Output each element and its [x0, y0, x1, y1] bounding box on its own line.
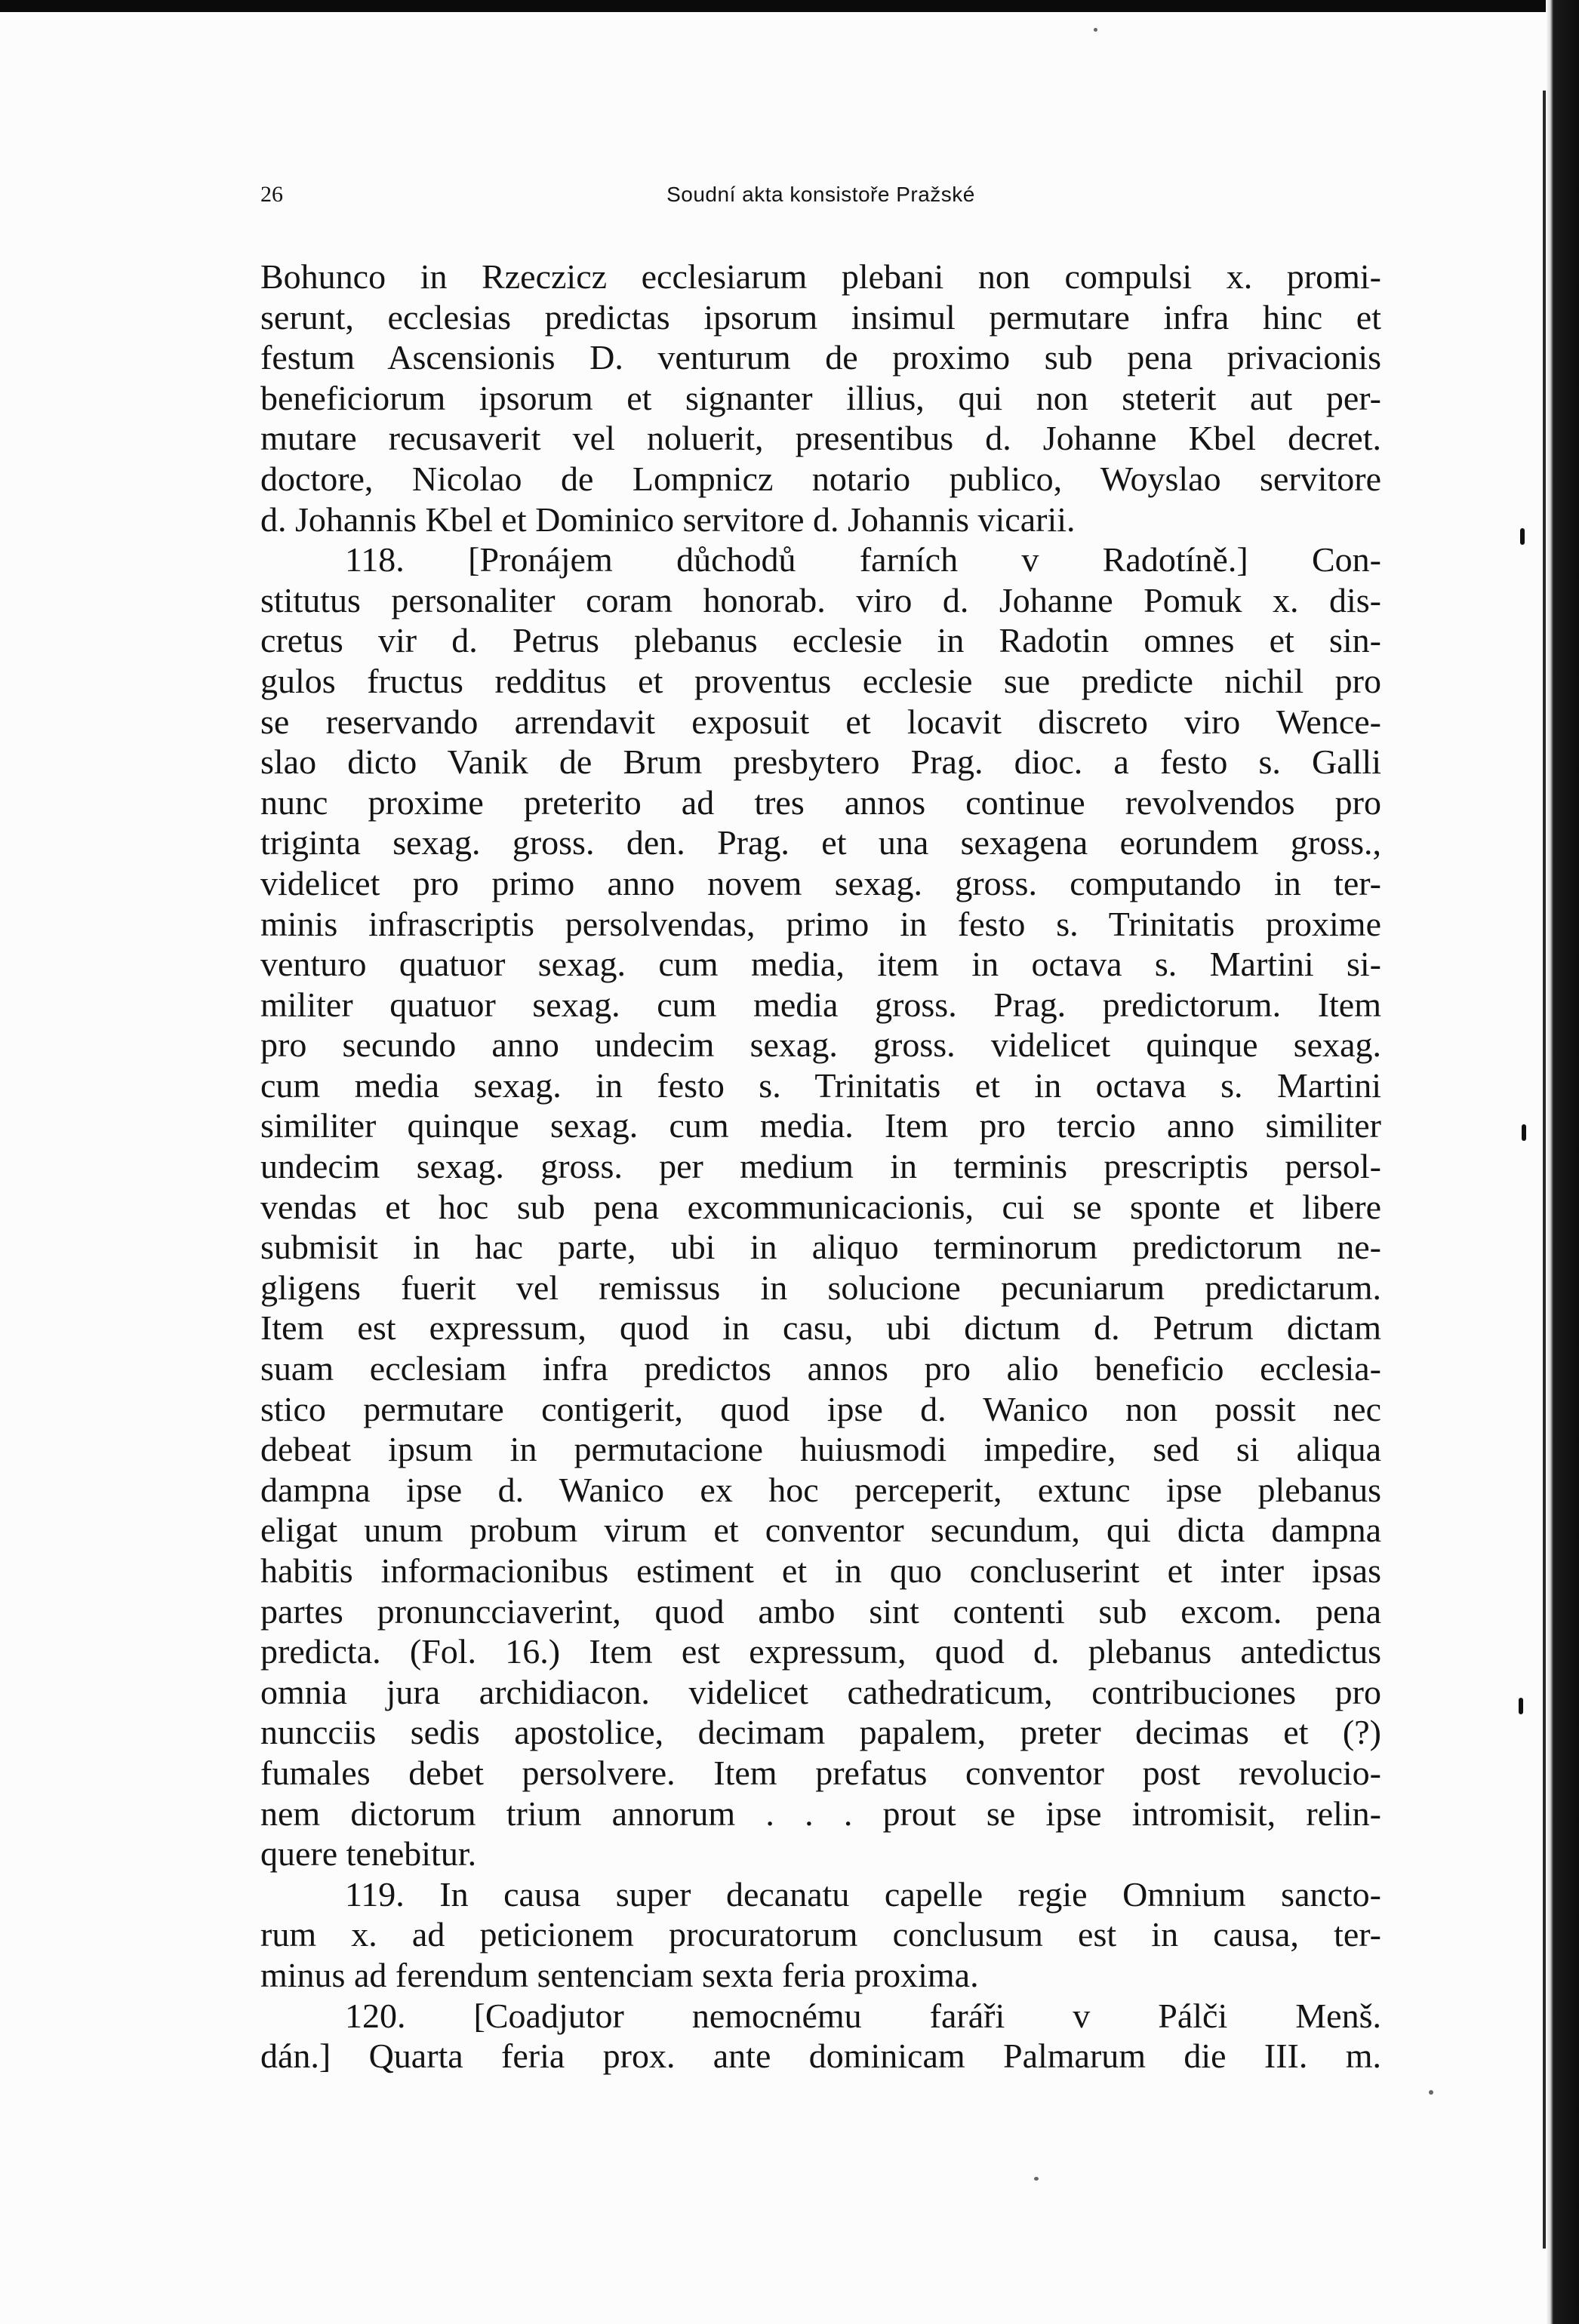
text-line: suam ecclesiam infra predictos annos pro alio beneficio ecclesia- — [260, 1349, 1381, 1388]
text-line: undecim sexag. gross. per medium in terminis prescriptis persol- — [260, 1147, 1381, 1186]
scan-speck — [1094, 28, 1097, 32]
running-title: Soudní akta konsistoře Pražské — [666, 183, 975, 206]
text-line: videlicet pro primo anno novem sexag. gross. computando in ter- — [260, 863, 1381, 902]
text-line: similiter quinque sexag. cum media. Item pro tercio anno similiter — [260, 1106, 1381, 1145]
text-line: dampna ipse d. Wanico ex hoc perceperit, extunc ipse plebanus — [260, 1470, 1381, 1509]
text-line: triginta sexag. gross. den. Prag. et una sexagena eorundem gross., — [260, 823, 1381, 862]
paragraph-118-heading: 118. [Pronájem důchodů farních v Radotíně.] Con- — [345, 540, 1381, 579]
text-line: stico permutare contigerit, quod ipse d. Wanico non possit nec — [260, 1389, 1381, 1428]
text-line: slao dicto Vanik de Brum presbytero Prag. dioc. a festo s. Galli — [260, 742, 1381, 782]
text-line: venturo quatuor sexag. cum media, item in octava s. Martini si- — [260, 945, 1381, 984]
text-line: mutare recusaverit vel noluerit, presentibus d. Johanne Kbel decret. — [260, 419, 1381, 458]
text-line: rum x. ad peticionem procuratorum conclusum est in causa, ter- — [260, 1915, 1381, 1954]
page-number: 26 — [260, 182, 283, 207]
text-line: habitis informacionibus estiment et in quo concluserint et inter ipsas — [260, 1551, 1381, 1590]
scan-top-border — [0, 0, 1579, 12]
scan-right-border — [1546, 0, 1579, 2324]
scan-speck — [1034, 2177, 1039, 2181]
margin-mark — [1520, 528, 1525, 545]
text-line: gulos fructus redditus et proventus ecclesie sue predicte nichil pro — [260, 661, 1381, 700]
text-line: gligens fuerit vel remissus in solucione pecuniarum predictarum. — [260, 1268, 1381, 1307]
text-line: partes pronuncciaverint, quod ambo sint contenti sub excom. pena — [260, 1591, 1381, 1631]
text-line: nuncciis sedis apostolice, decimam papalem, preter decimas et (?) — [260, 1713, 1381, 1752]
scan-speck — [1429, 2090, 1433, 2095]
text-line: eligat unum probum virum et conventor secundum, qui dicta dampna — [260, 1511, 1381, 1550]
text-line: doctore, Nicolao de Lompnicz notario publico, Woyslao servitore — [260, 459, 1381, 498]
text-line: vendas et hoc sub pena excommunicacionis, cui se sponte et libere — [260, 1187, 1381, 1226]
margin-mark — [1519, 1698, 1523, 1714]
body-text — [260, 257, 1381, 2077]
text-line: militer quatuor sexag. cum media gross. Prag. predictorum. Item — [260, 985, 1381, 1024]
paragraph-119-start: 119. In causa super decanatu capelle regie Omnium sancto- — [345, 1874, 1381, 1914]
text-line: debeat ipsum in permutacione huiusmodi impedire, sed si aliqua — [260, 1430, 1381, 1469]
page-edge-shadow — [1543, 91, 1546, 2249]
text-line: d. Johannis Kbel et Dominico servitore d. Johannis vicarii. — [260, 500, 1076, 539]
text-line: se reservando arrendavit exposuit et locavit discreto viro Wence- — [260, 702, 1381, 741]
text-line: cretus vir d. Petrus plebanus ecclesie in Radotin omnes et sin- — [260, 621, 1381, 660]
text-line: pro secundo anno undecim sexag. gross. videlicet quinque sexag. — [260, 1025, 1381, 1065]
text-line: beneficiorum ipsorum et signanter illius, qui non steterit aut per- — [260, 378, 1381, 417]
text-line: fumales debet persolvere. Item prefatus conventor post revolucio- — [260, 1753, 1381, 1792]
paragraph-120-heading: 120. [Coadjutor nemocnému faráři v Pálči Menš. — [345, 1996, 1381, 2035]
text-line: Bohunco in Rzeczicz ecclesiarum plebani non compulsi x. promi- — [260, 257, 1381, 296]
text-line: Item est expressum, quod in casu, ubi dictum d. Petrum dictam — [260, 1308, 1381, 1348]
text-line: nem dictorum trium annorum . . . prout se ipse intromisit, relin- — [260, 1794, 1381, 1833]
text-line: dán.] Quarta feria prox. ante dominicam Palmarum die III. m. — [260, 2037, 1381, 2076]
running-header — [260, 180, 1381, 210]
margin-mark — [1522, 1124, 1526, 1141]
text-line: predicta. (Fol. 16.) Item est expressum, quod d. plebanus antedictus — [260, 1632, 1381, 1671]
text-line: minus ad ferendum sentenciam sexta feria proxima. — [260, 1955, 979, 1994]
text-line: stitutus personaliter coram honorab. viro d. Johanne Pomuk x. dis- — [260, 580, 1381, 619]
text-line: submisit in hac parte, ubi in aliquo terminorum predictorum ne- — [260, 1228, 1381, 1267]
text-line: festum Ascensionis D. venturum de proximo sub pena privacionis — [260, 338, 1381, 377]
text-line: minis infrascriptis persolvendas, primo in festo s. Trinitatis proxime — [260, 904, 1381, 943]
text-line: nunc proxime preterito ad tres annos continue revolvendos pro — [260, 782, 1381, 822]
text-line: serunt, ecclesias predictas ipsorum insimul permutare infra hinc et — [260, 297, 1381, 337]
text-line: omnia jura archidiacon. videlicet cathedraticum, contribuciones pro — [260, 1672, 1381, 1711]
text-line: quere tenebitur. — [260, 1834, 477, 1874]
text-line: cum media sexag. in festo s. Trinitatis et in octava s. Martini — [260, 1065, 1381, 1105]
